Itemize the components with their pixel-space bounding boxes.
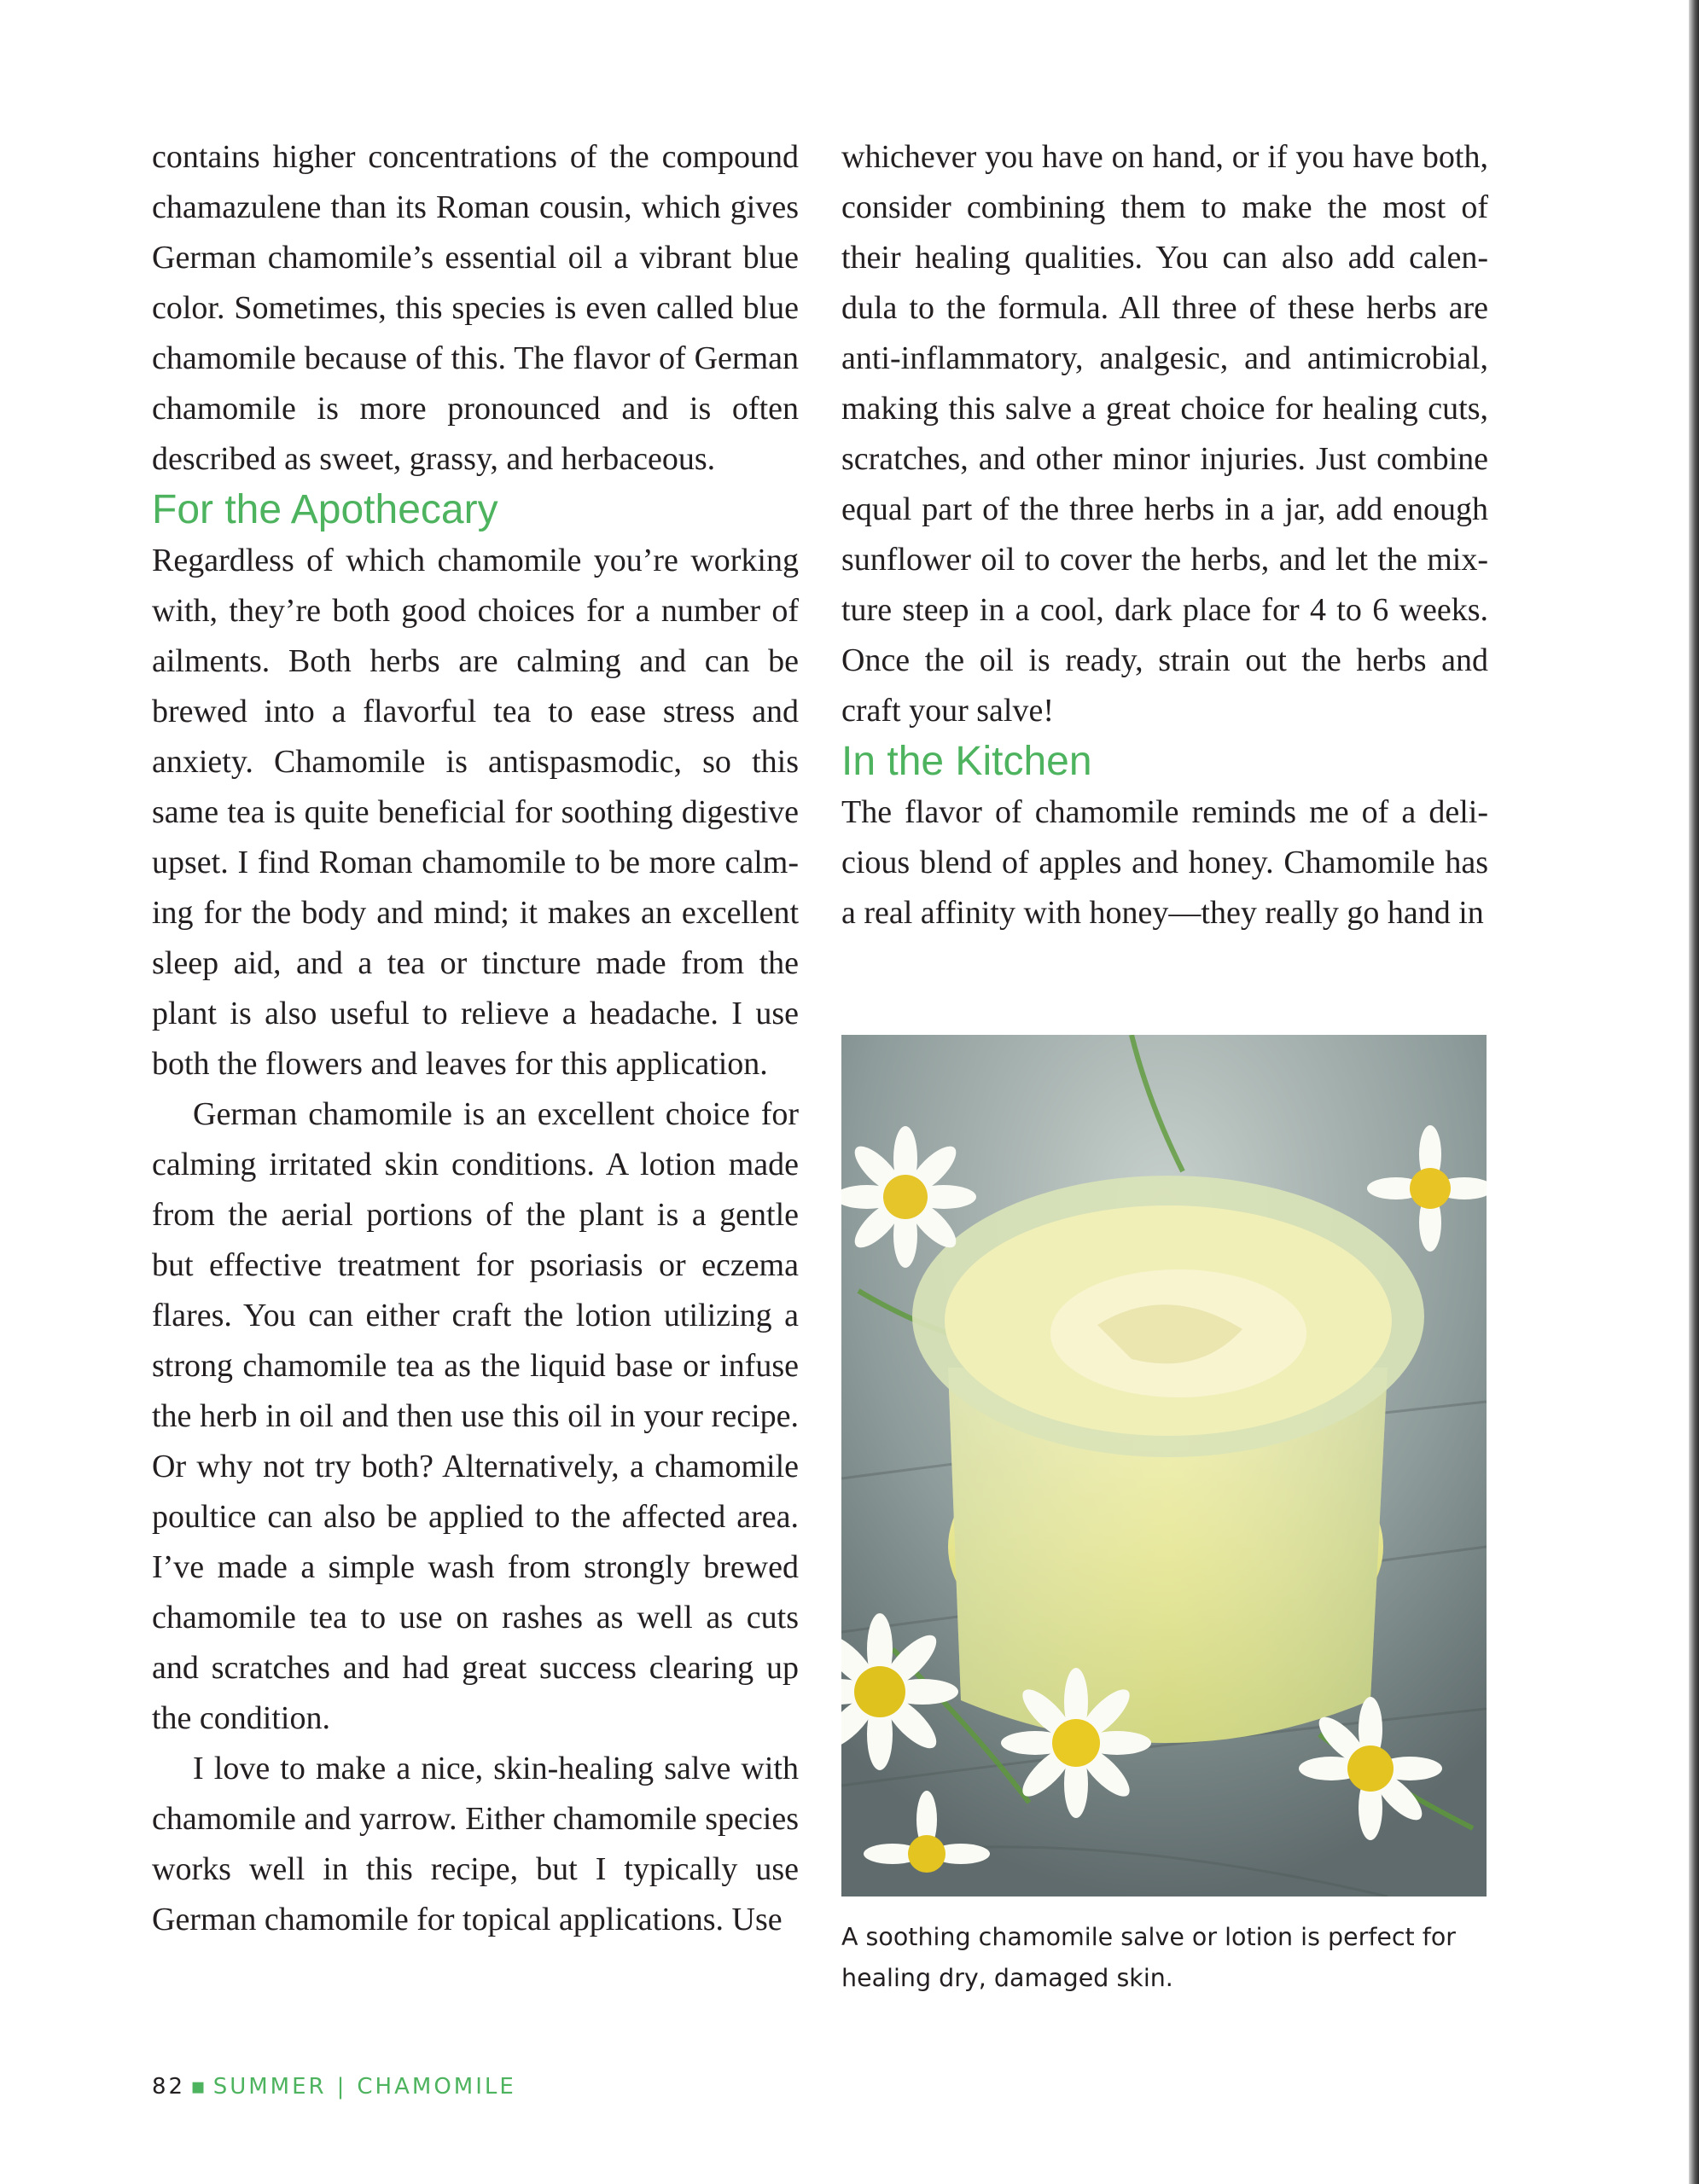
page-number: 82 [152,2074,186,2100]
page-edge-shadow [1689,0,1699,2184]
body-paragraph: whichever you have on hand, or if you have both, consider combining them to make the most of their healing qualities. You can also add calendula to the formula. All three of these herbs are anti-inflammatory, analgesic, and antimicrobial, making this salve a great choice for healing cuts, scratches, and other minor injuries. Just combine equal part of the three herbs in a jar, add enough sunflower oil to cover the herbs, and let the mixture steep in a cool, dark place for 4 to 6 weeks. Once the oil is ready, strain out the herbs and craft your salve! [841,139,1488,729]
salve-jar-photo [841,1035,1487,1896]
section-heading-apothecary: For the Apothecary [152,487,498,532]
body-paragraph: Regardless of which chamomile you’re working with, they’re both good choices for a number of ailments. Both herbs are calming and can be brewed into a flavorful tea to ease stress and anxiety. Chamomile is antispasmodic, so this same tea is quite beneficial for soothing digestive upset. I find Roman chamomile to be more calming for the body and mind; it makes an excellent sleep aid, and a tea or tincture made from the plant is also useful to relieve a headache. I use both the flowers and leaves for this application. [152,543,799,1082]
bullet-icon: ▪ [190,2074,208,2100]
body-paragraph: contains higher concentrations of the compound chamazulene than its Roman cousin, which gives German chamomile’s essential oil a vibrant blue color. Sometimes, this species is even called blue chamomile because of this. The flavor of German chamomile is more pronounced and is often described as sweet, grassy, and herbaceous. [152,139,799,477]
right-column [841,132,1488,938]
page-footer [152,2070,516,2104]
photo-caption: A soothing chamomile salve or lotion is perfect for healing dry, damaged skin. [841,1923,1456,1992]
body-paragraph: The flavor of chamomile reminds me of a delicious blend of apples and honey. Chamomile has a real affinity with honey—they really go hand in [841,794,1488,931]
body-paragraph: I love to make a nice, skin-healing salve with chamomile and yarrow. Either chamomile species works well in this recipe, but I typically use German chamomile for topical applications. Use [152,1751,799,1937]
footer-separator: | [336,2074,347,2100]
salve-jar-illustration [841,1035,1487,1896]
left-column [152,132,799,1945]
section-heading-kitchen: In the Kitchen [841,739,1092,784]
footer-chapter: CHAMOMILE [357,2074,516,2100]
body-paragraph: German chamomile is an excellent choice for calming irritated skin conditions. A lotion made from the aerial portions of the plant is a gentle but effective treatment for psoriasis or eczema flares. You can either craft the lotion utilizing a strong chamomile tea as the liquid base or infuse the herb in oil and then use this oil in your recipe. Or why not try both? Alternatively, a chamomile poultice can also be applied to the affected area. I’ve made a simple wash from strongly brewed chamomile tea to use on rashes as well as cuts and scratches and had great success clearing up the condition. [152,1096,799,1736]
footer-section: SUMMER [212,2074,327,2100]
